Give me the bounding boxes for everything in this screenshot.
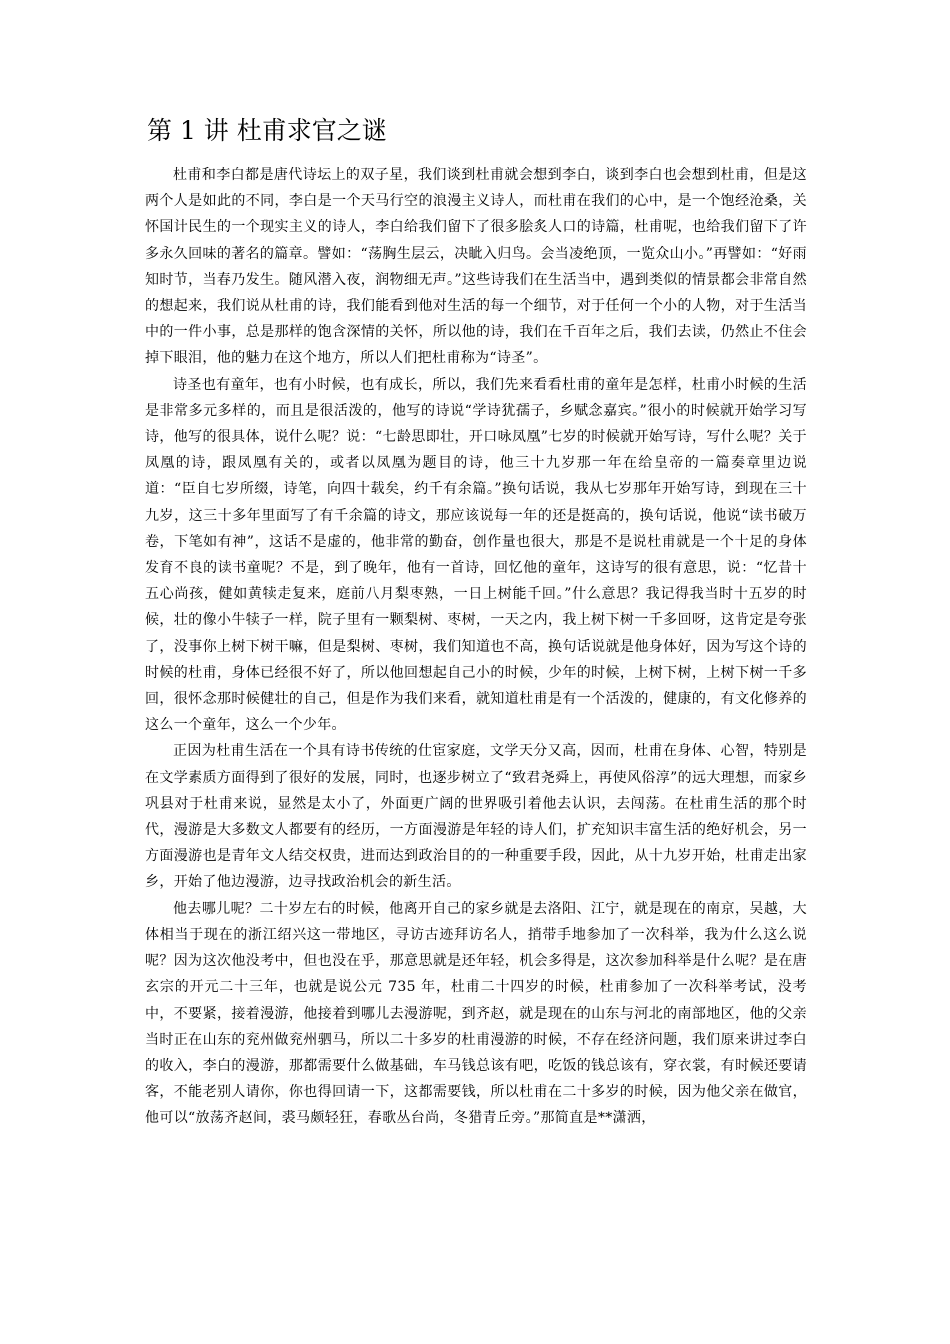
- paragraph-4: 他去哪儿呢？二十岁左右的时候，他离开自己的家乡就是去洛阳、江宁，就是现在的南京，吴越，大体相当于现在的浙江绍兴这一带地区，寻访古迹拜访名人，捎带手地参加了一次科举，我为什么这么说呢？因为这次他没考中，但也没在乎，那意思就是还年轻，机会多得是，这次参加科举是什么呢？是在唐玄宗的开元二十三年，也就是说公元 735 年，杜甫二十四岁的时候，杜甫参加了一次科举考试，没考中，不要紧，接着漫游，他接着到哪儿去漫游呢，到齐赵，就是现在的山东与河北的南部地区，他的父亲当时正在山东的兖州做兖州驷马，所以二十多岁的杜甫漫游的时候，不存在经济问题，我们原来讲过李白的收入，李白的漫游，那都需要什么做基础，车马钱总该有吧，吃饭的钱总该有，穿衣裳，有时候还要请客，不能老别人请你，你也得回请一下，这都需要钱，所以杜甫在二十多岁的时候，因为他父亲在做官，他可以“放荡齐赵间，裘马颇轻狂，春歌丛台尚，冬猎青丘旁。”那简直是**潇洒，: [145, 900, 807, 1127]
- article-body: [145, 162, 807, 1132]
- page-title: 第 1 讲 杜甫求官之谜: [147, 116, 387, 145]
- paragraph-2: 诗圣也有童年，也有小时候，也有成长，所以，我们先来看看杜甫的童年是怎样，杜甫小时候的生活是非常多元多样的，而且是很活泼的，他写的诗说“学诗犹孺子，乡赋念嘉宾。”很小的时候就开始学习写诗，他写的很具体，说什么呢？说：“七龄思即壮，开口咏凤凰”七岁的时候就开始写诗，写什么呢？关于凤凰的诗，跟凤凰有关的，或者以凤凰为题目的诗，他三十九岁那一年在给皇帝的一篇奏章里边说道：“臣自七岁所缀，诗笔，向四十载矣，约千有余篇。”换句话说，我从七岁那年开始写诗，到现在三十九岁，这三十多年里面写了有千余篇的诗文，那应该说每一年的还是挺高的，换句话说，他说“读书破万卷，下笔如有神”，这话不是虚的，他非常的勤奋，创作量也很大，那是不是说杜甫就是一个十足的身体发育不良的读书童呢？不是，到了晚年，他有一首诗，回忆他的童年，这诗写的很有意思，说：“忆昔十五心尚孩，健如黄犊走复来，庭前八月梨枣熟，一日上树能千回。”什么意思？我记得我当时十五岁的时候，壮的像小牛犊子一样，院子里有一颗梨树、枣树，一天之内，我上树下树一千多回呀，这肯定是夸张了，没事你上树下树干嘛，但是梨树、枣树，我们知道也不高，换句话说就是他身体好，因为写这个诗的时候的杜甫，身体已经很不好了，所以他回想起自己小的时候，少年的时候，上树下树，上树下树一千多回，很怀念那时候健壮的自己，但是作为我们来看，就知道杜甫是有一个活泼的，健康的，有文化修养的这么一个童年，这么一个少年。: [145, 376, 807, 734]
- paragraph-3: 正因为杜甫生活在一个具有诗书传统的仕宦家庭，文学天分又高，因而，杜甫在身体、心智，特别是在文学素质方面得到了很好的发展，同时，也逐步树立了“致君尧舜上，再使风俗淳”的远大理想，而家乡巩县对于杜甫来说，显然是太小了，外面更广阔的世界吸引着他去认识，去闯荡。在杜甫生活的那个时代，漫游是大多数文人都要有的经历，一方面漫游是年轻的诗人们，扩充知识丰富生活的绝好机会，另一方面漫游也是青年文人结交权贵，进而达到政治目的的一种重要手段，因此，从十九岁开始，杜甫走出家乡，开始了他边漫游，边寻找政治机会的新生活。: [145, 743, 807, 891]
- paragraph-1: 杜甫和李白都是唐代诗坛上的双子星，我们谈到杜甫就会想到李白，谈到李白也会想到杜甫，但是这两个人是如此的不同，李白是一个天马行空的浪漫主义诗人，而杜甫在我们的心中，是一个饱经沧桑，关怀国计民生的一个现实主义的诗人，李白给我们留下了很多脍炙人口的诗篇，杜甫呢，也给我们留下了许多永久回味的著名的篇章。譬如：“荡胸生层云，决眦入归鸟。会当凌绝顶，一览众山小。”再譬如：“好雨知时节，当春乃发生。随风潜入夜，润物细无声。”这些诗我们在生活当中，遇到类似的情景都会非常自然的想起来，我们说从杜甫的诗，我们能看到他对生活的每一个细节，对于任何一个小的人物，对于生活当中的一件小事，总是那样的饱含深情的关怀，所以他的诗，我们在千百年之后，我们去读，仍然止不住会掉下眼泪，他的魅力在这个地方，所以人们把杜甫称为“诗圣”。: [145, 167, 807, 367]
